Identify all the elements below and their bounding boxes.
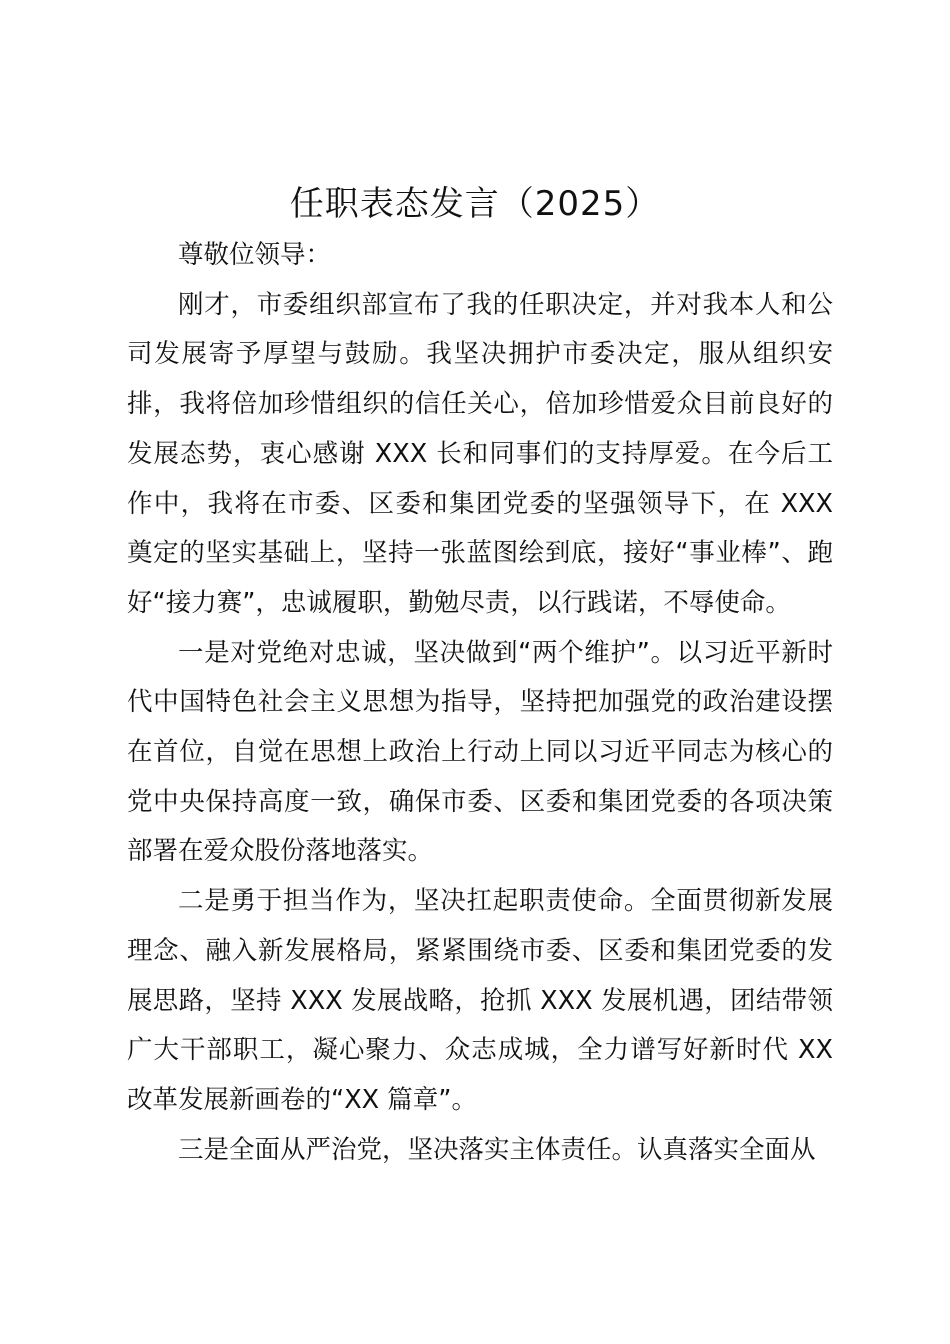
document-title: 任职表态发言（2025） xyxy=(289,184,661,224)
paragraph-point-one: 一是对党绝对忠诚，坚决做到“两个维护”。以习近平新时代中国特色社会主义思想为指导，坚持把加强党的政治建设摆在首位，自觉在思想上政治上行动上同以习近平同志为核心的党中央保持高度一致，确保市委、区委和集团党委的各项决策部署在爱众股份落地落实。 xyxy=(127,637,833,867)
paragraph-opening: 刚才，市委组织部宣布了我的任职决定，并对我本人和公司发展寄予厚望与鼓励。我坚决拥护市委决定，服从组织安排，我将倍加珍惜组织的信任关心，倍加珍惜爱众目前良好的发展态势，衷心感谢 XXX 长和同事们的支持厚爱。在今后工作中，我将在市委、区委和集团党委的坚强领导下，在 XXX 奠定的坚实基础上，坚持一张蓝图绘到底，接好“事业棒”、跑好“接力赛”，忠诚履职，勤勉尽责，以行践诺，不辱使命。 xyxy=(127,289,833,618)
paragraph-point-three: 三是全面从严治党，坚决落实主体责任。认真落实全面从 xyxy=(178,1134,816,1165)
paragraph-point-two: 二是勇于担当作为，坚决扛起职责使命。全面贯彻新发展理念、融入新发展格局，紧紧围绕市委、区委和集团党委的发展思路，坚持 XXX 发展战略，抢抓 XXX 发展机遇，团结带领广大干部职工，凝心聚力、众志成城，全力谱写好新时代 XX 改革发展新画卷的“XX 篇章”。 xyxy=(127,886,833,1115)
document-body xyxy=(127,231,833,1175)
salutation: 尊敬位领导： xyxy=(178,240,332,270)
